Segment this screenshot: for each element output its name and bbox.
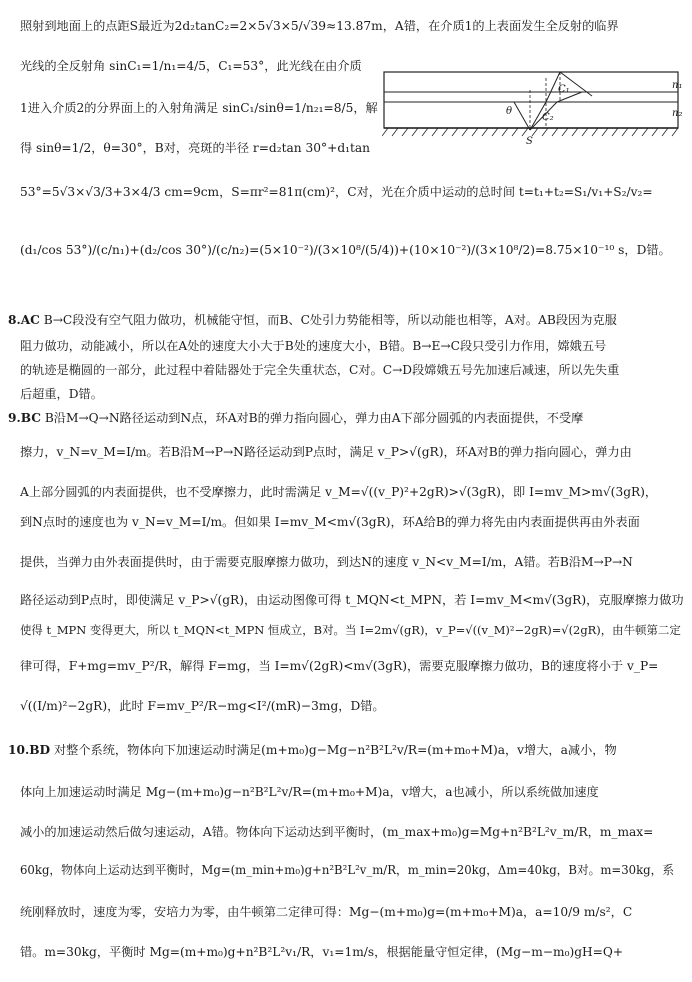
text-line: 后超重，D错。 bbox=[20, 387, 103, 401]
text-line: 到N点时的速度也为 v_N=v_M=I/m。但如果 I=mv_M<m√(3gR)，环A给B的弹力将先由内表面提供再由外表面 bbox=[20, 515, 640, 529]
c2-label: C₂ bbox=[542, 112, 554, 123]
text-line: 的轨迹是椭圆的一部分，此过程中着陆器处于完全失重状态，C对。C→D段嫦娥五号先加速后减速，所以先失重 bbox=[20, 363, 620, 377]
text-line: 对整个系统，物体向下加速运动时满足(m+m₀)g−Mg−n²B²L²v/R=(m+m₀+M)a，v增大，a减小，物 bbox=[53, 743, 617, 757]
optics-figure bbox=[382, 70, 682, 152]
text-line: 阻力做功，动能减小，所以在A处的速度大小大于B处的速度大小，B错。B→E→C段只受引力作用，嫦娥五号 bbox=[20, 339, 607, 353]
n2-label: n₂ bbox=[672, 108, 683, 119]
c1-label: C₁ bbox=[558, 84, 570, 95]
text-line: 60kg，物体向上运动达到平衡时，Mg=(m_min+m₀)g+n²B²L²v_m/R，m_min=20kg，Δm=40kg，B对。m=30kg，系 bbox=[20, 863, 675, 877]
text-line: 得 sinθ=1/2，θ=30°，B对，亮斑的半径 r=d₂tan 30°+d₁tan bbox=[20, 141, 371, 155]
text-line: 错。m=30kg，平衡时 Mg=(m+m₀)g+n²B²L²v₁/R，v₁=1m/s，根据能量守恒定律，(Mg−m−m₀)gH=Q+ bbox=[20, 945, 624, 959]
text-line: A上部分圆弧的内表面提供，也不受摩擦力，此时需满足 v_M=√((v_P)²+2gR)>√(3gR)，即 I=mv_M>m√(3gR)， bbox=[20, 485, 658, 499]
text-line: 光线的全反射角 sinC₁=1/n₁=4/5，C₁=53°，此光线在由介质 bbox=[20, 59, 362, 73]
theta-label: θ bbox=[506, 106, 513, 117]
answer-line bbox=[8, 312, 617, 328]
s-label: S bbox=[526, 136, 533, 147]
text-line: 使得 t_MPN 变得更大，所以 t_MQN<t_MPN 恒成立，B对。当 I=2m√(gR)，v_P=√((v_M)²−2gR)=√(2gR)，由牛顿第二定 bbox=[20, 623, 681, 637]
text-line: 路径运动到P点时，即使满足 v_P>√(gR)，由运动图像可得 t_MQN<t_MPN，若 I=mv_M<m√(3gR)，克服摩擦力做功 bbox=[20, 593, 684, 607]
answer-number: 10.BD bbox=[8, 743, 51, 757]
answer-number: 8.AC bbox=[8, 313, 40, 327]
text-line: 1进入介质2的分界面上的入射角满足 sinC₁/sinθ=1/n₂₁=8/5，解 bbox=[20, 101, 378, 115]
text-line: 照射到地面上的点距S最近为2d₂tanC₂=2×5√3×5/√39≈13.87m，A错，在介质1的上表面发生全反射的临界 bbox=[20, 19, 619, 33]
answer-line bbox=[8, 410, 583, 426]
text-line: √((I/m)²−2gR)，此时 F=mv_P²/R−mg<I²/(mR)−3mg，D错。 bbox=[20, 699, 385, 713]
text-line: 提供，当弹力由外表面提供时，由于需要克服摩擦力做功，到达N的速度 v_N<v_M=I/m，A错。若B沿M→P→N bbox=[20, 555, 633, 569]
answer-line bbox=[8, 742, 617, 758]
text-line: 擦力，v_N=v_M=I/m。若B沿M→P→N路径运动到P点时，满足 v_P>√(gR)，环A对B的弹力指向圆心，弹力由 bbox=[20, 445, 632, 459]
n1-label: n₁ bbox=[672, 80, 683, 91]
text-line: 统刚释放时，速度为零，安培力为零，由牛顿第二定律可得：Mg−(m+m₀)g=(m+m₀+M)a，a=10/9 m/s²，C bbox=[20, 905, 633, 919]
text-line: B→C段没有空气阻力做功，机械能守恒，而B、C处引力势能相等，所以动能也相等，A对。AB段因为克服 bbox=[43, 313, 617, 327]
text-line: 减小的加速运动然后做匀速运动，A错。物体向下运动达到平衡时，(m_max+m₀)g=Mg+n²B²L²v_m/R，m_max= bbox=[20, 825, 654, 839]
text-line: 律可得，F+mg=mv_P²/R，解得 F=mg，当 I=m√(2gR)<m√(3gR)，需要克服摩擦力做功，B的速度将小于 v_P= bbox=[20, 659, 659, 673]
text-line: 53°=5√3×√3/3+3×4/3 cm=9cm，S=πr²=81π(cm)²，C对，光在介质中运动的总时间 t=t₁+t₂=S₁/v₁+S₂/v₂= bbox=[20, 185, 653, 199]
text-line: 体向上加速运动时满足 Mg−(m+m₀)g−n²B²L²v/R=(m+m₀+M)a，v增大，a也减小，所以系统做加速度 bbox=[20, 785, 599, 799]
answer-number: 9.BC bbox=[8, 411, 41, 425]
text-line: (d₁/cos 53°)/(c/n₁)+(d₂/cos 30°)/(c/n₂)=(5×10⁻²)/(3×10⁸/(5/4))+(10×10⁻²)/(3×10⁸/2)=8.75×10⁻¹⁰ s，D错。 bbox=[20, 243, 671, 257]
text-line: B沿M→Q→N路径运动到N点，环A对B的弹力指向圆心，弹力由A下部分圆弧的内表面提供，不受摩 bbox=[44, 411, 584, 425]
